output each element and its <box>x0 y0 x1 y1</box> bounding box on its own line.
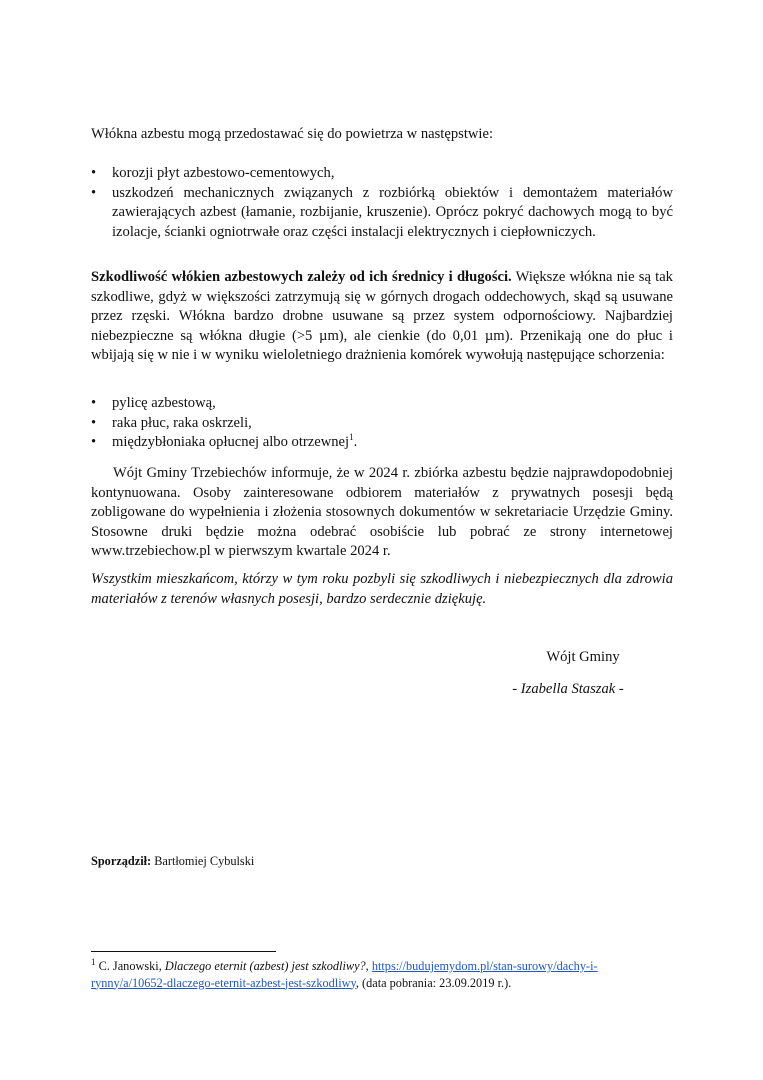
list-item <box>91 164 673 184</box>
prepared-label: Sporządził: <box>91 854 152 868</box>
footnote-title: Dlaczego eternit (azbest) jest szkodliwy?, <box>164 959 369 973</box>
diseases-list <box>91 394 673 453</box>
prepared-name: Bartłomiej Cybulski <box>151 854 255 868</box>
prepared-by <box>91 852 254 872</box>
list-item-text: uszkodzeń mechanicznych związanych z rozbiórką obiektów i demontażem materiałów zawierających azbest (łamanie, rozbijanie, kruszenie). Oprócz pokryć dachowych mogą to być izolacje, ścianki ogniotrwałe oraz części instalacji elektrycznych i ciepłowniczych. <box>112 184 673 240</box>
signature-name: - Izabella Staszak - <box>512 681 624 697</box>
bullet-icon: • <box>91 184 97 201</box>
list-item-text: pylicę azbestową, <box>112 395 216 411</box>
intro-paragraph: Włókna azbestu mogą przedostawać się do powietrza w następstwie: <box>91 126 493 142</box>
announcement-paragraph: Wójt Gminy Trzebiechów informuje, że w 2024 r. zbiórka azbestu będzie najprawdopodobniej kontynuowana. Osoby zainteresowane odbiorem materiałów z prywatnych posesji będą zobligowane do wypełnienia i złożenia stosownych dokumentów w sekretariacie Urzędzie Gminy. Stosowne druki będzie można odebrać osobiście lub pobrać ze strony internetowej www.trzebiechow.pl w pierwszym kwartale 2024 r. <box>91 465 673 559</box>
bullet-icon: • <box>91 165 97 181</box>
list-item <box>91 184 673 243</box>
list-item-text: międzybłoniaka opłucnej albo otrzewnej <box>112 434 350 450</box>
footnote-link[interactable]: https://budujemydom.pl/stan-surowy/dachy-i-rynny/a/10652-dlaczego-eternit-azbest-jest-szkodliwy <box>91 959 598 990</box>
footnote <box>91 958 673 991</box>
bullet-icon: • <box>91 414 97 431</box>
list-item <box>91 394 673 414</box>
bullet-icon: • <box>91 434 97 450</box>
list-item-text: korozji płyt azbestowo-cementowych, <box>112 165 335 181</box>
footnote-author: C. Janowski, <box>95 959 165 973</box>
thanks-paragraph: Wszystkim mieszkańcom, którzy w tym roku pozbyli się szkodliwych i niebezpiecznych dla zdrowia materiałów z terenów własnych posesji, bardzo serdecznie dziękuję. <box>91 571 673 607</box>
harmfulness-heading: Szkodliwość włókien azbestowych zależy od ich średnicy i długości. <box>91 269 512 285</box>
list-item <box>91 414 673 434</box>
harmfulness-paragraph <box>91 268 673 366</box>
list-item <box>91 433 673 453</box>
footnote-separator <box>91 951 276 952</box>
footnote-reference[interactable]: 1 <box>349 432 354 443</box>
bullet-icon: • <box>91 395 97 411</box>
sources-list <box>91 164 673 242</box>
footnote-suffix: , (data pobrania: 23.09.2019 r.). <box>355 975 512 990</box>
harmfulness-text: Większe włókna nie są tak szkodliwe, gdyż w większości zatrzymują się w górnych drogach oddechowych, skąd są usuwane przez rzęski. Włókna bardzo drobne usuwane są przez system odpornościowy. Najbardziej niebezpieczne są włókna długie (>5 µm), ale cienkie (do 0,01 µm). Przenikają one do płuc i wbijają się w nie i w wyniku wieloletniego drażnienia komórek wywołują następujące schorzenia: <box>91 269 673 363</box>
signature-title: Wójt Gminy <box>546 649 620 665</box>
list-item-punct: . <box>353 434 358 450</box>
list-item-text: raka płuc, raka oskrzeli, <box>112 414 252 431</box>
footnote-number: 1 <box>91 956 96 967</box>
